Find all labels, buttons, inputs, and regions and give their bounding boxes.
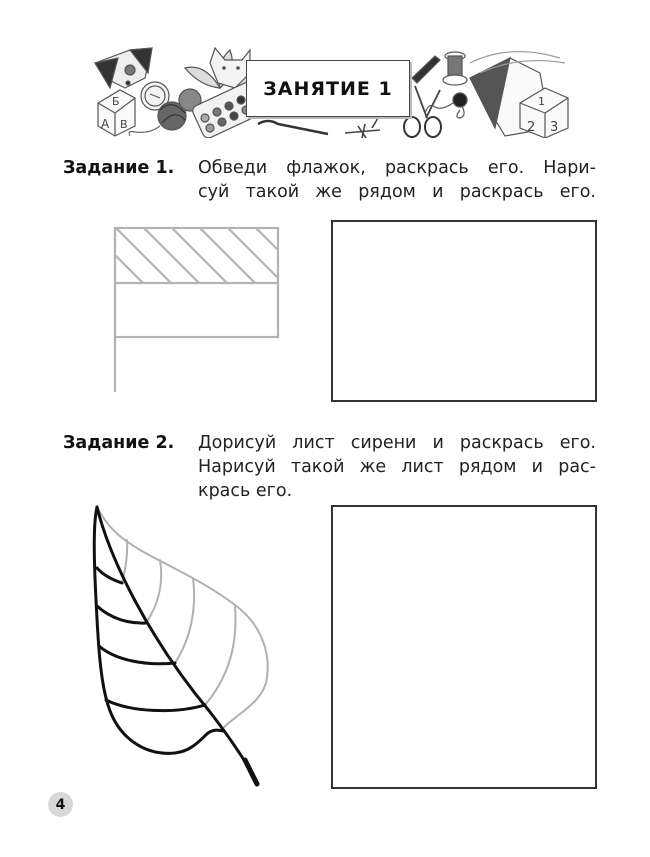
page-number-badge: [48, 792, 73, 817]
task-2-line-2: Нарисуй такой же лист рядом и рас-: [198, 457, 596, 477]
task-2-label: Задание 2.: [63, 433, 175, 453]
task-2-line-3: крась его.: [198, 481, 293, 501]
task-1-line-2: суй такой же рядом и раскрась его.: [198, 182, 596, 202]
svg-text:В: В: [120, 118, 128, 131]
drawing-box-task-2[interactable]: [331, 505, 597, 789]
task-2-line-1: Дорисуй лист сирени и раскрась его.: [198, 433, 596, 453]
task-1-label: Задание 1.: [63, 158, 175, 178]
svg-text:А: А: [101, 117, 110, 131]
leaf-gray-half: [97, 507, 268, 728]
svg-text:3: 3: [550, 120, 559, 135]
lesson-title: ЗАНЯТИЕ 1: [263, 77, 393, 100]
svg-text:Б: Б: [112, 95, 120, 108]
svg-text:2: 2: [527, 120, 536, 135]
svg-text:1: 1: [538, 95, 545, 108]
page-number: 4: [55, 796, 66, 813]
task-1-line-1: Обведи флажок, раскрась его. Нари-: [198, 158, 596, 178]
